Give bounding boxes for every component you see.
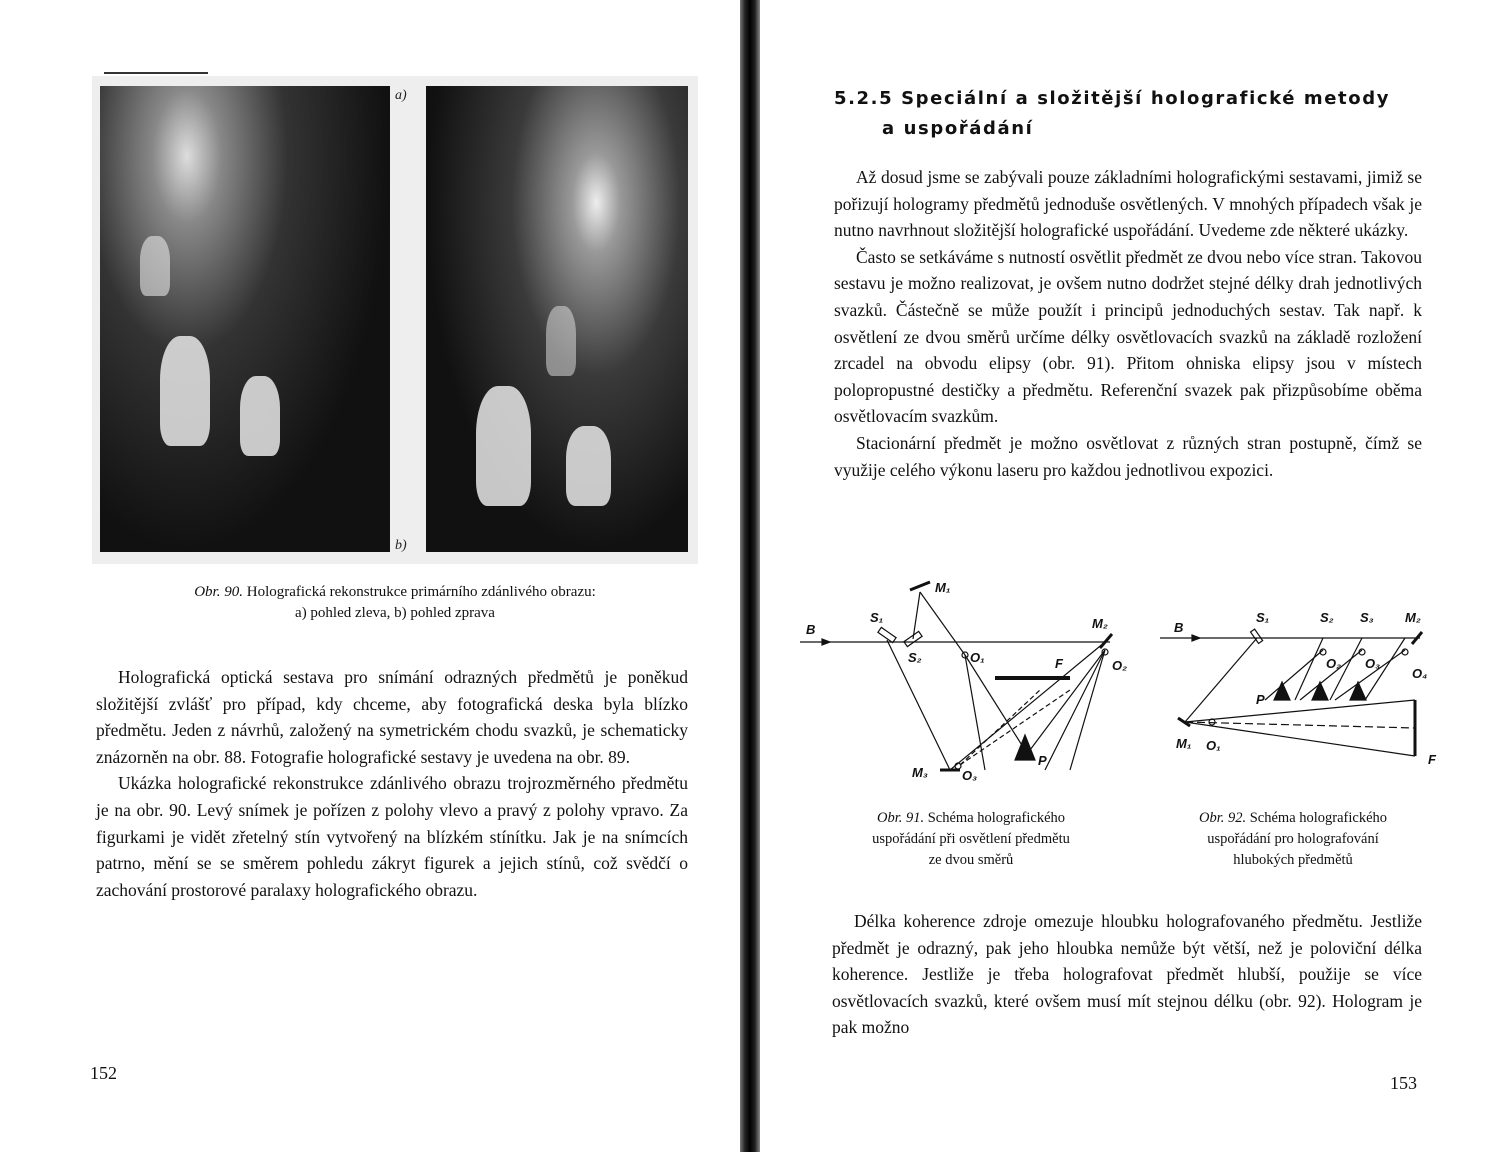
beam-line	[965, 655, 1025, 750]
chess-piece	[160, 336, 210, 446]
heading-line: 5.2.5 Speciální a složitější holografické metody	[834, 88, 1391, 109]
label-o2: O₂	[1326, 656, 1342, 671]
beam-line	[1265, 650, 1323, 700]
caption-text: hlubokých předmětů	[1233, 852, 1353, 868]
label-f: F	[1055, 656, 1063, 671]
paragraph: Až dosud jsme se zabývali pouze základními holografickými sestavami, jimiž se pořizují hologramy předmětů jednoduše osvětlených. V mnohých případech však je nutno navrhnout složitější holografické uspořádání. Uvedeme zde některé ukázky.	[834, 167, 1422, 241]
beam-line	[1185, 638, 1257, 722]
label-b: B	[1174, 620, 1184, 635]
label-s1: S₁	[1256, 610, 1270, 625]
figure-91-caption	[816, 808, 1126, 871]
page-number: 152	[90, 1063, 117, 1083]
figure-label-b: b)	[395, 538, 407, 553]
figure-label-a: a)	[395, 88, 407, 103]
label-s1: S₁	[870, 610, 884, 625]
label-p: P	[1256, 692, 1265, 707]
caption-text: uspořádání pro holografování	[1207, 831, 1379, 847]
book-binding	[740, 0, 760, 1152]
top-rule	[104, 72, 208, 74]
paragraph: Stacionární předmět je možno osvětlovat z různých stran postupně, čímž se využije celého výkonu laseru pro každou jednotlivou expozici.	[834, 432, 1422, 480]
label-s2: S₂	[908, 650, 922, 665]
label-m2: M₂	[1405, 610, 1421, 625]
caption-number: Obr. 90.	[194, 584, 243, 600]
beam-line	[1030, 650, 1105, 750]
arrow-icon	[1192, 635, 1200, 641]
label-o2: O₂	[1112, 658, 1128, 673]
left-page	[0, 0, 740, 1152]
caption-text: a) pohled zleva, b) pohled zprava	[295, 605, 495, 621]
right-body-text	[834, 164, 1422, 483]
label-o4: O₄	[1412, 666, 1428, 681]
section-heading	[834, 84, 1390, 144]
caption-text: ze dvou směrů	[928, 852, 1014, 868]
arrow-icon	[822, 639, 830, 645]
right-page	[760, 0, 1506, 1152]
paragraph: Holografická optická sestava pro snímání odrazných předmětů je poněkud složitější zvlášť pro případ, kdy chceme, aby fotografická deska byla blízko předmětu. Jeden z návrhů, založený na symetrickém chodu svazků, je schematicky znázorněn na obr. 88. Fotografie holografické sestavy je uvedena na obr. 89.	[96, 667, 688, 767]
chess-piece	[566, 426, 611, 506]
chess-piece	[240, 376, 280, 456]
tree-object-icon	[1312, 682, 1328, 700]
label-p: P	[1038, 753, 1047, 768]
tree-object-icon	[1350, 682, 1366, 700]
label-s3: S₃	[1360, 610, 1374, 625]
photo-panel-a	[100, 86, 390, 552]
label-b: B	[806, 622, 816, 637]
figure-91-diagram	[800, 570, 1130, 800]
caption-text: Holografická rekonstrukce primárního zdánlivého obrazu:	[246, 584, 596, 600]
photo-panel-b	[426, 86, 688, 552]
paragraph: Ukázka holografické rekonstrukce zdánlivého obrazu trojrozměrného předmětu je na obr. 90. Levý snímek je pořízen z polohy vlevo a pravý z polohy vpravo. Za figurkami je vidět zřetelný stín vytvořený na blízkém stínítku. Jak je na snímcích patrno, mění se se směrem pohledu zákryt figurek a jejich stínů, což svědčí o zachování prostorové paralaxy holografického obrazu.	[96, 773, 688, 900]
label-m3: M₃	[912, 765, 928, 780]
mirror-m2	[1100, 634, 1112, 648]
caption-text: Schéma holografického	[927, 810, 1066, 826]
chess-piece	[476, 386, 531, 506]
figure-90-caption	[92, 582, 698, 624]
label-m2: M₂	[1092, 616, 1108, 631]
label-f: F	[1428, 752, 1436, 767]
heading-line: a uspořádání	[882, 118, 1034, 139]
paragraph: Délka koherence zdroje omezuje hloubku holografovaného předmětu. Jestliže předmět je odrazný, pak jeho hloubka nemůže být větší, než je poloviční délka koherence. Jestliže je třeba holografovat předmět hlubší, použije se více osvětlovacích svazků, které ovšem musí mít stejnou délku (obr. 92). Hologram je pak možno	[832, 911, 1422, 1038]
splitter-s1	[1251, 629, 1263, 643]
label-o3: O₃	[1365, 656, 1381, 671]
label-o1: O₁	[970, 650, 985, 665]
beam-line	[965, 655, 985, 770]
beam-line	[1185, 700, 1415, 722]
figure-92-diagram	[1160, 600, 1450, 780]
label-o1: O₁	[1206, 738, 1221, 753]
caption-text: uspořádání při osvětlení předmětu	[872, 831, 1070, 847]
right-bottom-text	[832, 908, 1422, 1041]
figure-92-caption	[1138, 808, 1448, 871]
label-m1: M₁	[1176, 736, 1192, 751]
caption-number: Obr. 92.	[1198, 810, 1247, 826]
figure-90-photo	[92, 76, 698, 564]
paragraph: Často se setkáváme s nutností osvětlit předmět ze dvou nebo více stran. Takovou sestavu je možno realizovat, je ovšem nutno dodržet stejné délky drah jednotlivých svazků. Částečně se může použít i principů jednoduchých sestav. Tak např. k osvětlení ze dvou směrů určíme délky osvětlovacích svazků na základě rozložení zrcadel na obvodu elipsy (obr. 91). Přitom ohniska elipsy jsou v místech polopropustné destičky a předmětu. Referenční svazek pak přizpůsobíme oběma osvětlovacím svazkům.	[834, 246, 1422, 427]
label-o3: O₃	[962, 768, 978, 783]
chess-piece	[140, 236, 170, 296]
label-s2: S₂	[1320, 610, 1334, 625]
beam-line	[920, 592, 965, 655]
label-m1: M₁	[935, 580, 951, 595]
caption-text: Schéma holografického	[1249, 810, 1388, 826]
chess-piece	[546, 306, 576, 376]
caption-number: Obr. 91.	[876, 810, 925, 826]
page-number: 153	[1390, 1073, 1417, 1093]
tree-object-icon	[1274, 682, 1290, 700]
mirror-m1	[910, 582, 930, 590]
left-body-text	[96, 664, 688, 903]
